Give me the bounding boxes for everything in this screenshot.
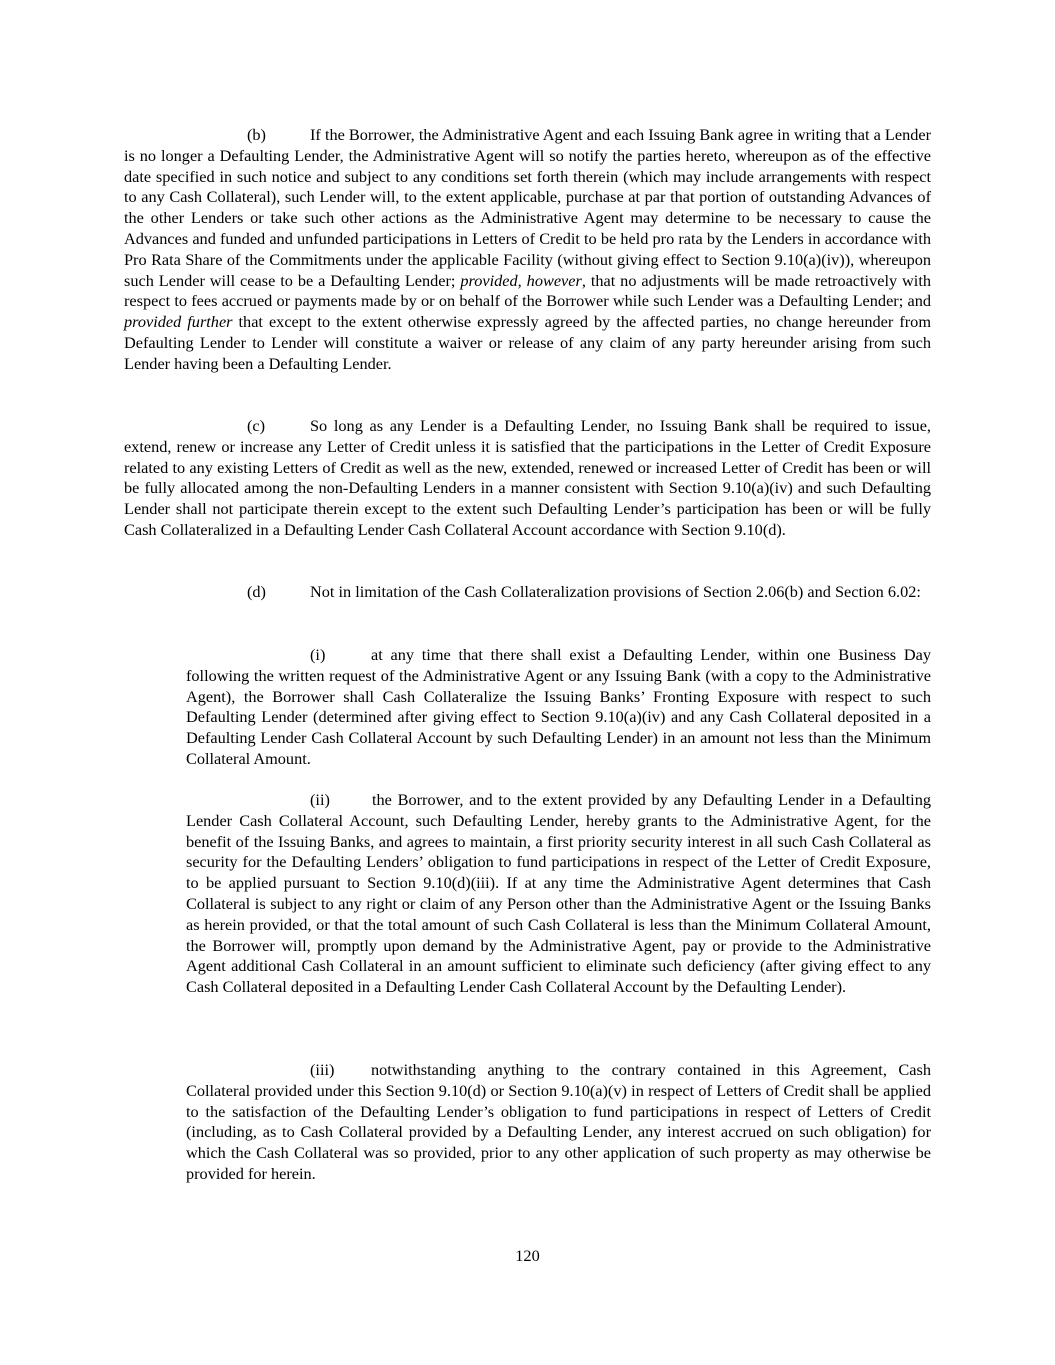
subparagraph-iii	[186, 1060, 931, 1185]
paragraph-b-text-3: that except to the extent otherwise expressly agreed by the affected parties, no change hereunder from Defaulting Lender to Lender will constitute a waiver or release of any claim of any party hereunder arising from such Lender having been a Defaulting Lender.	[124, 312, 931, 373]
paragraph-b-label: (b)	[247, 125, 266, 144]
paragraph-b-text-2: , that no adjustments will be made retroactively with respect to fees accrued or payments made by or on behalf of the Borrower while such Lender was a Defaulting Lender; and	[124, 270, 931, 311]
paragraph-c-text: So long as any Lender is a Defaulting Lender, no Issuing Bank shall be required to issue, extend, renew or increase any Letter of Credit unless it is satisfied that the participations in the Letter of Credit Exposure related to any existing Letters of Credit as well as the new, extended, renewed or increased Letter of Credit has been or will be fully allocated among the non-Defaulting Lenders in a manner consistent with Section 9.10(a)(iv) and such Defaulting Lender shall not participate therein except to the extent such Defaulting Lender’s participation has been or will be fully Cash Collateralized in a Defaulting Lender Cash Collateral Account accordance with Section 9.10(d).	[124, 416, 931, 539]
paragraph-b	[124, 125, 931, 375]
paragraph-d-text: Not in limitation of the Cash Collateralization provisions of Section 2.06(b) and Section 6.02:	[310, 582, 921, 601]
paragraph-c	[124, 416, 931, 541]
subparagraph-ii-label: (ii)	[310, 790, 330, 809]
subparagraph-i-label: (i)	[310, 645, 326, 664]
subparagraph-iii-label: (iii)	[310, 1060, 335, 1079]
subparagraph-i-text: at any time that there shall exist a Defaulting Lender, within one Business Day following the written request of the Administrative Agent or any Issuing Bank (with a copy to the Administrative Agent), the Borrower shall Cash Collateralize the Issuing Banks’ Fronting Exposure with respect to such Defaulting Lender (determined after giving effect to Section 9.10(a)(iv) and any Cash Collateral deposited in a Defaulting Lender Cash Collateral Account by such Defaulting Lender) in an amount not less than the Minimum Collateral Amount.	[186, 645, 931, 768]
page-number: 120	[515, 1246, 540, 1265]
paragraph-d-label: (d)	[247, 582, 266, 601]
paragraph-b-italic-1: provided, however	[460, 270, 582, 290]
paragraph-b-text-1: If the Borrower, the Administrative Agent and each Issuing Bank agree in writing that a Lender is no longer a Defaulting Lender, the Administrative Agent will so notify the parties hereto, whereupon as of the effective date specified in such notice and subject to any conditions set forth therein (which may include arrangements with respect to any Cash Collateral), such Lender will, to the extent applicable, purchase at par that portion of outstanding Advances of the other Lenders or take such other actions as the Administrative Agent may determine to be necessary to cause the Advances and funded and unfunded participations in Letters of Credit to be held pro rata by the Lenders in accordance with Pro Rata Share of the Commitments under the applicable Facility (without giving effect to Section 9.10(a)(iv)), whereupon such Lender will cease to be a Defaulting Lender;	[124, 125, 931, 290]
subparagraph-i	[186, 645, 931, 770]
subparagraph-iii-text: notwithstanding anything to the contrary contained in this Agreement, Cash Collateral provided under this Section 9.10(d) or Section 9.10(a)(v) in respect of Letters of Credit shall be applied to the satisfaction of the Defaulting Lender’s obligation to fund participations in respect of Letters of Credit (including, as to Cash Collateral provided by a Defaulting Lender, any interest accrued on such obligation) for which the Cash Collateral was so provided, prior to any other application of such property as may otherwise be provided for herein.	[186, 1060, 931, 1183]
paragraph-d	[124, 582, 931, 603]
paragraph-b-italic-2: provided further	[124, 312, 233, 332]
paragraph-c-label: (c)	[247, 416, 266, 435]
subparagraph-ii-text: the Borrower, and to the extent provided by any Defaulting Lender in a Defaulting Lender Cash Collateral Account, such Defaulting Lender, hereby grants to the Administrative Agent, for the benefit of the Issuing Banks, and agrees to maintain, a first priority security interest in all such Cash Collateral as security for the Defaulting Lenders’ obligation to fund participations in respect of the Letter of Credit Exposure, to be applied pursuant to Section 9.10(d)(iii). If at any time the Administrative Agent determines that Cash Collateral is subject to any right or claim of any Person other than the Administrative Agent or the Issuing Banks as herein provided, or that the total amount of such Cash Collateral is less than the Minimum Collateral Amount, the Borrower will, promptly upon demand by the Administrative Agent, pay or provide to the Administrative Agent additional Cash Collateral in an amount sufficient to eliminate such deficiency (after giving effect to any Cash Collateral deposited in a Defaulting Lender Cash Collateral Account by the Defaulting Lender).	[186, 790, 931, 997]
subparagraph-ii	[186, 790, 931, 998]
